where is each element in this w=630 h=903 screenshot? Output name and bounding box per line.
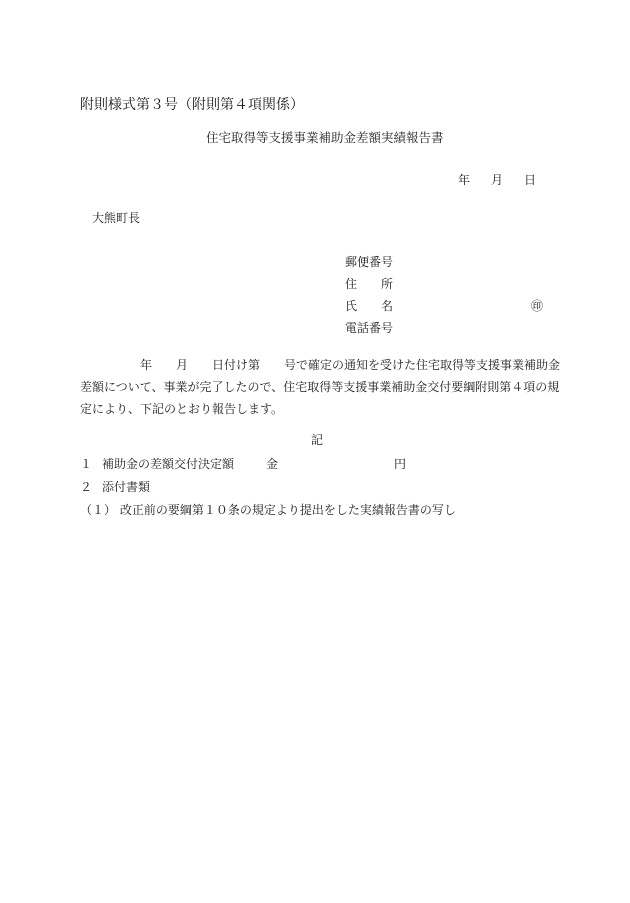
list-item [80,453,560,476]
item-2-sub: （１） 改正前の要綱第１０条の規定より提出をした実績報告書の写し [80,503,456,517]
date-month-label: 月 [491,173,504,187]
item-2-number: ２ [80,480,93,494]
seal-mark: ㊞ [531,299,544,313]
item-1-number: １ [80,457,93,471]
name-row [345,295,555,317]
ki-heading: 記 [311,433,324,447]
item-1-label: 補助金の差額交付決定額 [102,457,235,471]
postal-code-label: 郵便番号 [345,255,394,269]
phone-label: 電話番号 [345,321,394,335]
body-paragraph [80,354,560,420]
list-item [80,476,560,499]
document-title: 住宅取得等支援事業補助金差額実績報告書 [206,130,444,145]
body-line-3: 定により、下記のとおり報告します。 [80,402,284,416]
item-1-yen: 円 [394,457,407,471]
date-line [458,174,536,186]
body-line-2: 差額について、事業が完了したので、住宅取得等支援事業補助金交付要綱附則第４項の規 [80,380,560,394]
item-2-label: 添付書類 [102,480,151,494]
item-1-kin: 金 [266,457,279,471]
item-list [80,453,560,522]
name-label: 氏 名 [345,299,394,313]
address-label: 住 所 [345,277,394,291]
date-day-label: 日 [524,173,537,187]
body-line-1: 年 月 日付け第 号で確定の通知を受けた住宅取得等支援事業補助金 [80,358,561,372]
addressee: 大熊町長 [92,211,141,225]
sender-block [345,251,555,339]
form-number: 附則様式第３号（附則第４項関係） [80,97,304,113]
date-year-label: 年 [458,173,471,187]
list-item [80,499,560,522]
